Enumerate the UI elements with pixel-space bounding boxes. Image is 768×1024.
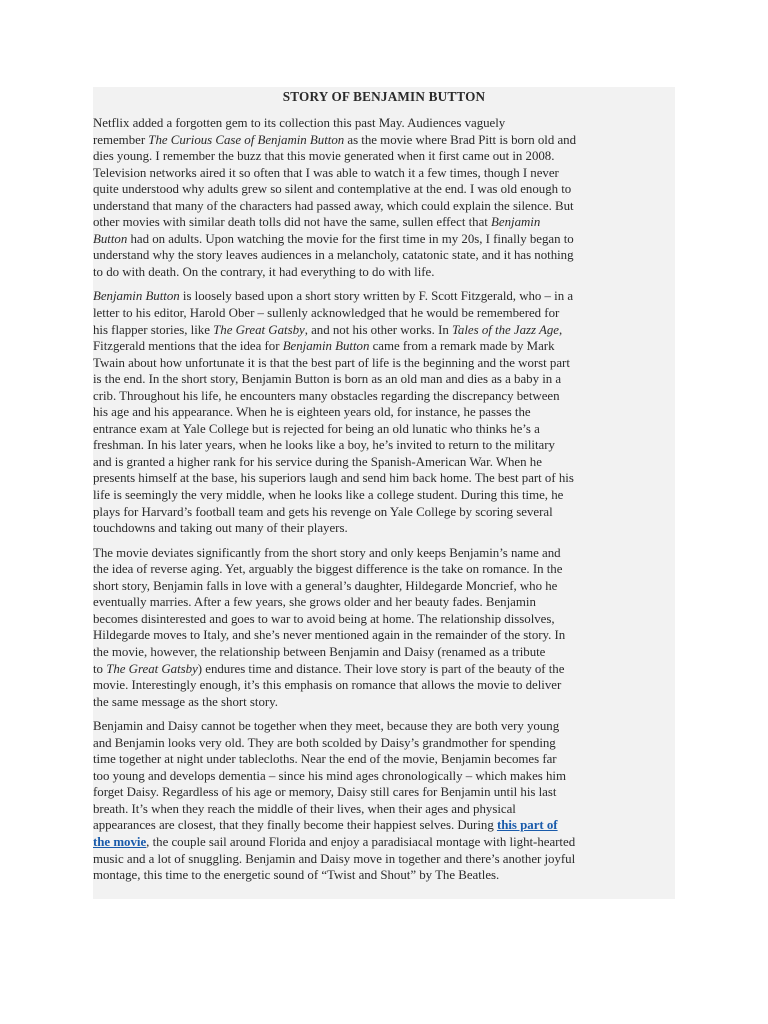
text-run: had on adults. Upon watching the movie for the first time in my 20s, I finally began to	[127, 231, 574, 246]
text-line	[93, 594, 675, 611]
text-line	[93, 834, 675, 851]
italic-title: Benjamin Button	[282, 339, 370, 354]
text-run: crib. Throughout his life, he encounters many obstacles regarding the discrepancy between	[93, 388, 560, 403]
italic-title: Benjamin Button	[93, 289, 180, 304]
text-run: eventually marries. After a few years, she grows older and her beauty fades. Benjamin	[93, 595, 536, 610]
paragraph-1	[93, 115, 675, 280]
text-run: music and a lot of snuggling. Benjamin and Daisy move in together and there’s another joyful	[93, 851, 576, 866]
text-line	[93, 545, 675, 562]
text-run: forget Daisy. Regardless of his age or memory, Daisy still cares for Benjamin until his last	[93, 785, 557, 800]
text-run: to do with death. On the contrary, it had everything to do with life.	[93, 264, 435, 279]
text-run: short story, Benjamin falls in love with a general’s daughter, Hildegarde Moncrief, who he	[93, 578, 558, 593]
text-line	[93, 561, 675, 578]
movie-part-link[interactable]: the movie	[93, 834, 147, 849]
text-run: is loosely based upon a short story written by F. Scott Fitzgerald, who – in a	[179, 289, 574, 304]
text-line	[93, 801, 675, 818]
text-line	[93, 421, 675, 438]
text-run: presents himself at the base, his superiors laugh and send him back home. The best part of his	[93, 471, 574, 486]
text-run: , the couple sail around Florida and enjoy a paradisiacal montage with light-hearted	[146, 834, 576, 849]
text-line	[93, 388, 675, 405]
text-run: understand why the story leaves audiences in a melancholy, catatonic state, and it has nothing	[93, 248, 574, 263]
text-line	[93, 504, 675, 521]
text-run: came from a remark made by Mark	[369, 339, 555, 354]
text-run: as the movie where Brad Pitt is born old and	[344, 132, 576, 147]
text-line	[93, 735, 675, 752]
text-line	[93, 470, 675, 487]
text-line	[93, 611, 675, 628]
text-line	[93, 371, 675, 388]
text-line	[93, 768, 675, 785]
text-run: time together at night under tablecloths. Near the end of the movie, Benjamin becomes far	[93, 752, 557, 767]
text-run: other movies with similar death tolls did not have the same, sullen effect that	[93, 215, 492, 230]
text-line	[93, 487, 675, 504]
text-line	[93, 817, 675, 834]
document-page	[93, 87, 675, 899]
text-run: the idea of reverse aging. Yet, arguably the biggest difference is the take on romance. In the	[93, 562, 563, 577]
text-run: Netflix added a forgotten gem to its collection this past May. Audiences vaguely	[93, 116, 506, 130]
text-run: remember	[93, 132, 149, 147]
italic-title: Button	[93, 231, 128, 246]
text-line	[93, 322, 675, 339]
text-run: Fitzgerald mentions that the idea for	[93, 339, 283, 354]
text-run: Benjamin and Daisy cannot be together when they meet, because they are both very young	[93, 719, 560, 734]
text-line	[93, 718, 675, 735]
text-run: freshman. In his later years, when he looks like a boy, he’s invited to return to the military	[93, 438, 555, 453]
text-run: montage, this time to the energetic sound of “Twist and Shout” by The Beatles.	[93, 868, 500, 883]
text-line	[93, 694, 675, 711]
text-line	[93, 520, 675, 537]
text-run: breath. It’s when they reach the middle of their lives, when their ages and physical	[93, 801, 516, 816]
text-run: ,	[558, 322, 563, 337]
text-run: , and not his other works. In	[304, 322, 452, 337]
text-run: entrance exam at Yale College but is rejected for being an old lunatic who thinks he’s a	[93, 421, 540, 436]
paragraph-4	[93, 718, 675, 883]
text-line	[93, 198, 675, 215]
text-line	[93, 288, 675, 305]
text-line	[93, 165, 675, 182]
text-line	[93, 214, 675, 231]
text-run: touchdowns and taking out many of their players.	[93, 521, 348, 536]
text-line	[93, 115, 675, 132]
text-line	[93, 148, 675, 165]
text-line	[93, 454, 675, 471]
text-line	[93, 851, 675, 868]
text-run: to	[93, 661, 107, 676]
text-line	[93, 677, 675, 694]
text-run: his flapper stories, like	[93, 322, 214, 337]
text-run: and is granted a higher rank for his service during the Spanish-American War. When he	[93, 454, 542, 469]
text-run: is the end. In the short story, Benjamin Button is born as an old man and dies as a baby in a	[93, 372, 562, 387]
italic-title: The Great Gatsby	[106, 661, 198, 676]
text-run: Twain about how unfortunate it is that the best part of life is the beginning and the worst part	[93, 355, 570, 370]
text-line	[93, 264, 675, 281]
text-line	[93, 644, 675, 661]
document-body	[93, 115, 675, 884]
text-line	[93, 751, 675, 768]
text-run: letter to his editor, Harold Ober – sullenly acknowledged that he would be remembered for	[93, 306, 560, 321]
text-run: the same message as the short story.	[93, 694, 278, 709]
document-title: STORY OF BENJAMIN BUTTON	[282, 89, 486, 104]
text-run: becomes disinterested and goes to war to avoid being at home. The relationship dissolves,	[93, 611, 555, 626]
text-line	[93, 627, 675, 644]
paragraph-3	[93, 545, 675, 710]
text-run: movie. Interestingly enough, it’s this emphasis on romance that allows the movie to deliver	[93, 678, 562, 693]
text-line	[93, 404, 675, 421]
italic-title: Benjamin	[491, 215, 541, 230]
italic-title: The Great Gatsby	[213, 322, 305, 337]
text-run: understand that many of the characters had passed away, which could explain the silence. But	[93, 198, 574, 213]
paragraph-2	[93, 288, 675, 536]
text-run: too young and develops dementia – since his mind ages chronologically – which makes him	[93, 768, 566, 783]
text-run: quite understood why adults grew so silent and contemplative at the end. I was old enough to	[93, 182, 572, 197]
italic-title: Tales of the Jazz Age	[451, 322, 559, 337]
text-line	[93, 132, 675, 149]
movie-part-link[interactable]: this part of	[496, 818, 558, 833]
text-line	[93, 305, 675, 322]
text-line	[93, 355, 675, 372]
text-line	[93, 181, 675, 198]
text-run: Television networks aired it so often that I was able to watch it a few times, though I never	[93, 165, 559, 180]
text-run: the movie, however, the relationship between Benjamin and Daisy (renamed as a tribute	[93, 644, 546, 659]
text-run: dies young. I remember the buzz that this movie generated when it first came out in 2008.	[93, 149, 555, 164]
italic-title: The Curious Case of Benjamin Button	[148, 132, 345, 147]
text-run: his age and his appearance. When he is eighteen years old, for instance, he passes the	[93, 405, 531, 420]
text-run: life is seemingly the very middle, when he looks like a college student. During this time, he	[93, 488, 564, 503]
text-line	[93, 578, 675, 595]
text-line	[93, 247, 675, 264]
text-line	[93, 231, 675, 248]
text-run: appearances are closest, that they finally become their happiest selves. During	[93, 818, 497, 833]
text-run: plays for Harvard’s football team and gets his revenge on Yale College by scoring several	[93, 504, 553, 519]
text-run: and Benjamin looks very old. They are both scolded by Daisy’s grandmother for spending	[93, 735, 556, 750]
text-run: ) endures time and distance. Their love story is part of the beauty of the	[197, 661, 565, 676]
text-line	[93, 338, 675, 355]
text-line	[93, 784, 675, 801]
text-line	[93, 661, 675, 678]
text-line	[93, 437, 675, 454]
text-run: The movie deviates significantly from the short story and only keeps Benjamin’s name and	[93, 545, 561, 560]
text-run: Hildegarde moves to Italy, and she’s never mentioned again in the remainder of the story. In	[93, 628, 566, 643]
text-line	[93, 867, 675, 884]
